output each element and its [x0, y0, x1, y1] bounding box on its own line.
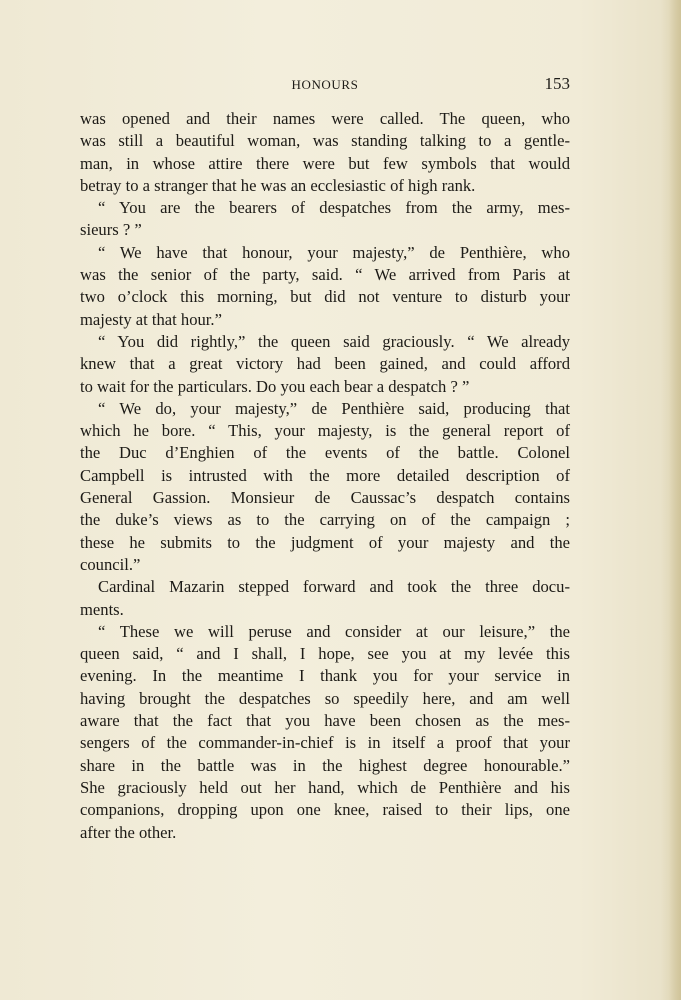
- text-line: Campbell is intrusted with the more detailed description of: [80, 465, 570, 485]
- text-line: was opened and their names were called. The queen, who: [80, 109, 570, 128]
- page-edge-shadow: [669, 0, 681, 1000]
- text-line: betray to a stranger that he was an ecclesiastic of high rank.: [80, 175, 476, 195]
- text-line: after the other.: [80, 822, 177, 842]
- text-line: “ These we will peruse and consider at our leisure,” the: [98, 621, 570, 641]
- text-line: “ You are the bearers of despatches from the army, mes-: [98, 198, 570, 218]
- text-line: sieurs ? ”: [80, 220, 142, 240]
- text-line: was still a beautiful woman, was standing talking to a gentle-: [80, 131, 570, 151]
- text-line: two o’clock this morning, but did not venture to disturb your: [80, 287, 570, 307]
- text-line: She graciously held out her hand, which de Penthière and his: [80, 777, 570, 797]
- text-line: Cardinal Mazarin stepped forward and took the three docu-: [98, 577, 570, 597]
- running-title: HONOURS: [291, 77, 359, 92]
- text-line: companions, dropping upon one knee, raised to their lips, one: [80, 800, 570, 820]
- text-line: knew that a great victory had been gained, and could afford: [80, 354, 570, 374]
- text-line: “ We have that honour, your majesty,” de Penthière, who: [98, 242, 570, 262]
- text-line: sengers of the commander-in-chief is in itself a proof that your: [80, 733, 570, 753]
- text-line: General Gassion. Monsieur de Caussac’s despatch contains: [80, 488, 570, 508]
- body-text: [80, 108, 570, 844]
- text-line: to wait for the particulars. Do you each bear a despatch ? ”: [80, 376, 470, 396]
- text-line: the Duc d’Enghien of the events of the battle. Colonel: [80, 443, 570, 463]
- text-line: “ You did rightly,” the queen said graciously. “ We already: [98, 331, 570, 351]
- text-line: evening. In the meantime I thank you for your service in: [80, 666, 570, 686]
- page-header: [80, 74, 570, 96]
- text-line: these he submits to the judgment of your majesty and the: [80, 532, 570, 552]
- text-line: was the senior of the party, said. “ We arrived from Paris at: [80, 265, 570, 285]
- page-number: 153: [544, 74, 570, 93]
- text-line: which he bore. “ This, your majesty, is the general report of: [80, 421, 570, 441]
- text-line: man, in whose attire there were but few symbols that would: [80, 153, 570, 173]
- text-line: the duke’s views as to the carrying on of the campaign ;: [80, 510, 570, 530]
- text-line: having brought the despatches so speedily here, and am well: [80, 688, 570, 708]
- text-line: council.”: [80, 554, 141, 574]
- text-line: “ We do, your majesty,” de Penthière said, producing that: [98, 398, 570, 418]
- text-line: aware that the fact that you have been chosen as the mes-: [80, 711, 570, 731]
- text-line: queen said, “ and I shall, I hope, see you at my levée this: [80, 644, 570, 664]
- text-line: majesty at that hour.”: [80, 309, 222, 329]
- text-line: ments.: [80, 599, 124, 619]
- text-line: share in the battle was in the highest degree honourable.”: [80, 755, 570, 775]
